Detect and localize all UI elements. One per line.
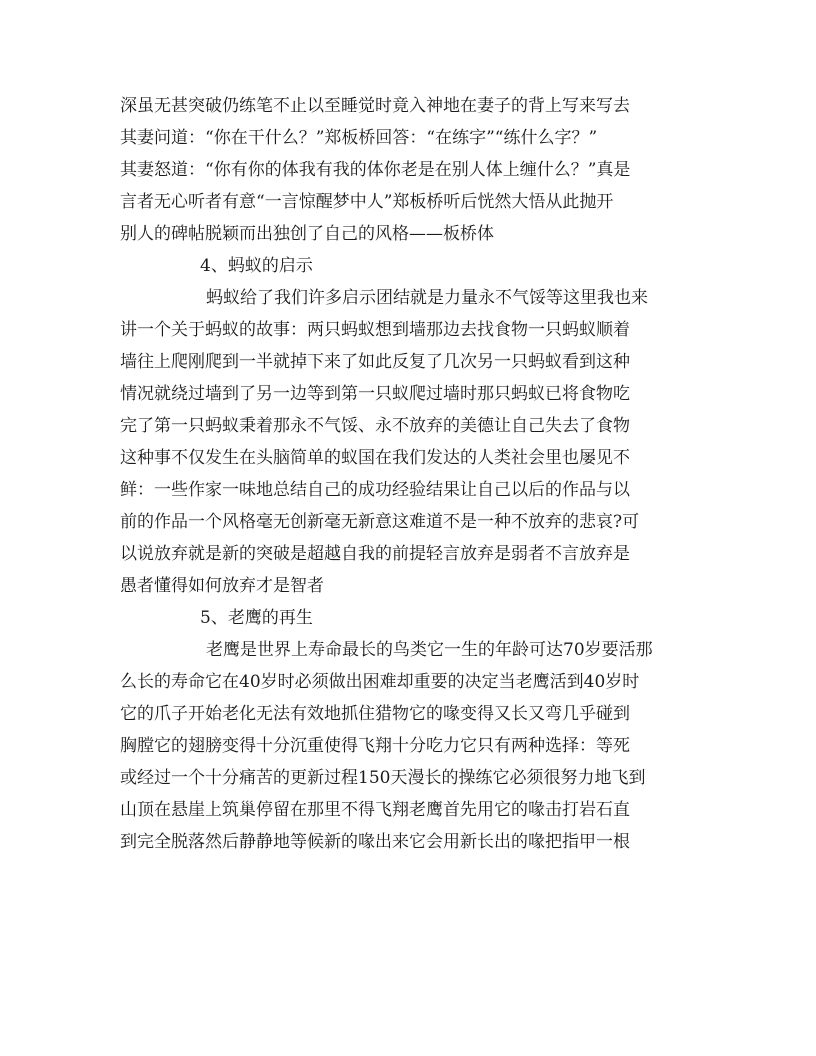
- text-line: 么长的寿命它在40岁时必须做出困难却重要的决定当老鹰活到40岁时: [120, 672, 640, 692]
- text-line: 以说放弃就是新的突破是超越自我的前提轻言放弃是弱者不言放弃是: [120, 544, 630, 564]
- section-heading: 5、老鹰的再生: [200, 608, 313, 628]
- text-line: 墙往上爬刚爬到一半就掉下来了如此反复了几次另一只蚂蚁看到这种: [120, 352, 630, 372]
- text-line: 它的爪子开始老化无法有效地抓住猎物它的喙变得又长又弯几乎碰到: [120, 704, 630, 724]
- text-line: 其妻怒道：“你有你的体我有我的体你老是在别人体上缠什么？”真是: [120, 160, 631, 180]
- text-line: 老鹰是世界上寿命最长的鸟类它一生的年龄可达70岁要活那: [206, 640, 653, 660]
- text-line: 讲一个关于蚂蚁的故事：两只蚂蚁想到墙那边去找食物一只蚂蚁顺着: [120, 320, 630, 340]
- section-heading: 4、蚂蚁的启示: [200, 256, 313, 276]
- text-line: 山顶在悬崖上筑巢停留在那里不得飞翔老鹰首先用它的喙击打岩石直: [120, 800, 630, 820]
- text-line: 完了第一只蚂蚁秉着那永不气馁、永不放弃的美德让自己失去了食物: [120, 416, 630, 436]
- text-line: 这种事不仅发生在头脑简单的蚁国在我们发达的人类社会里也屡见不: [120, 448, 630, 468]
- text-line: 鲜：一些作家一味地总结自己的成功经验结果让自己以后的作品与以: [120, 480, 630, 500]
- text-line: 愚者懂得如何放弃才是智者: [120, 576, 324, 596]
- text-line: 或经过一个十分痛苦的更新过程150天漫长的操练它必须很努力地飞到: [120, 768, 646, 788]
- text-line: 情况就绕过墙到了另一边等到第一只蚁爬过墙时那只蚂蚁已将食物吃: [120, 384, 630, 404]
- text-line: 蚂蚁给了我们许多启示团结就是力量永不气馁等这里我也来: [206, 288, 648, 308]
- text-line: 前的作品一个风格毫无创新毫无新意这难道不是一种不放弃的悲哀?可: [120, 512, 640, 532]
- text-line: 深虽无甚突破仍练笔不止以至睡觉时竟入神地在妻子的背上写来写去: [120, 96, 630, 116]
- text-line: 言者无心听者有意“一言惊醒梦中人”郑板桥听后恍然大悟从此抛开: [120, 192, 614, 212]
- text-line: 其妻问道：“你在干什么？”郑板桥回答：“在练字”“练什么字？”: [120, 128, 598, 148]
- document-body: [120, 90, 720, 858]
- text-line: 别人的碑帖脱颖而出独创了自己的风格——板桥体: [120, 224, 494, 244]
- text-line: 到完全脱落然后静静地等候新的喙出来它会用新长出的喙把指甲一根: [120, 832, 630, 852]
- text-line: 胸膛它的翅膀变得十分沉重使得飞翔十分吃力它只有两种选择：等死: [120, 736, 630, 756]
